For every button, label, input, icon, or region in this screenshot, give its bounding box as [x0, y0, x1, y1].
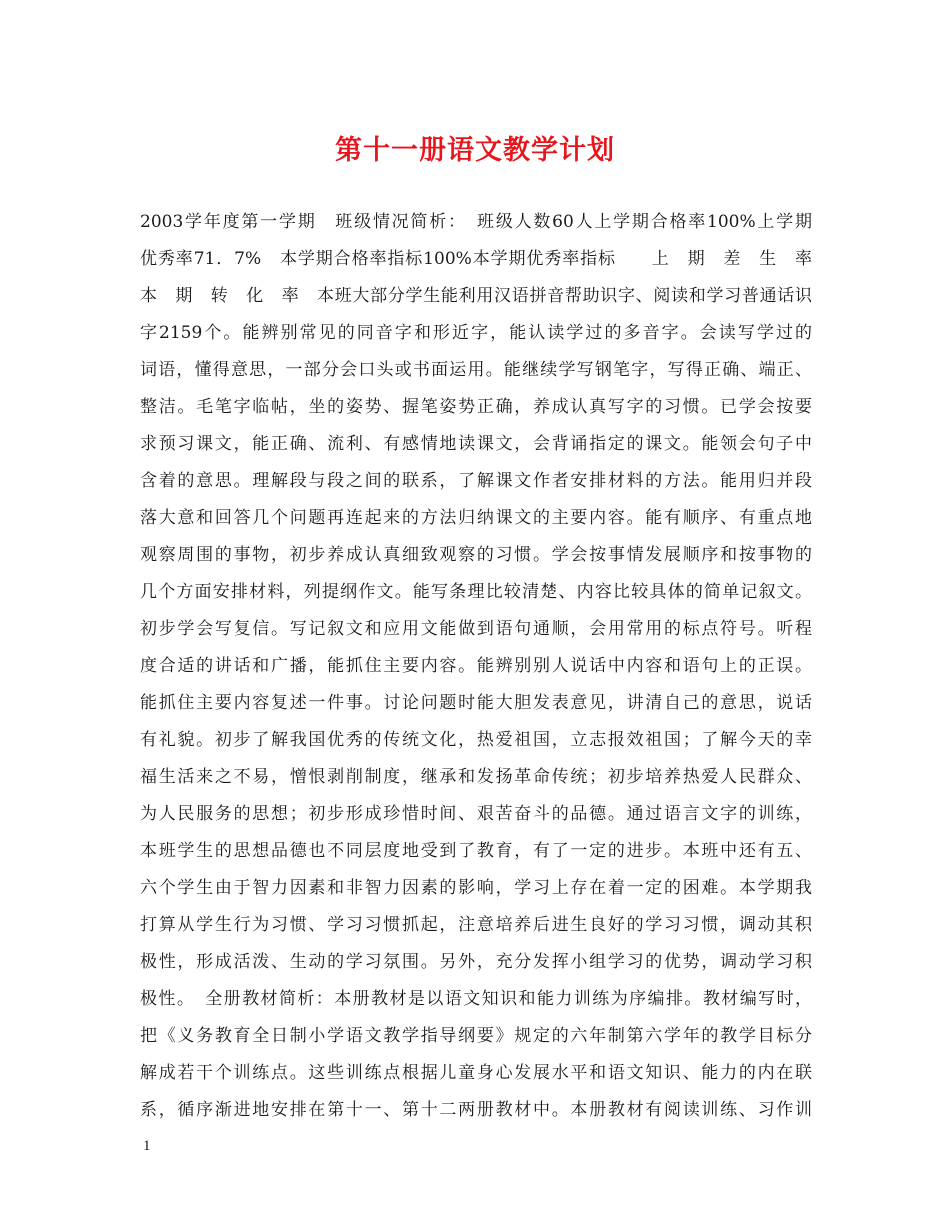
text-line: 把《义务教育全日制小学语文教学指导纲要》规定的六年制第六学年的教学目标分	[140, 1026, 812, 1046]
text-line: 能抓住主要内容复述一件事。讨论问题时能大胆发表意见，讲清自己的意思，说话	[140, 693, 812, 713]
text-line: 有礼貌。初步了解我国优秀的传统文化，热爱祖国，立志报效祖国；了解今天的幸	[140, 730, 812, 750]
text-line: 解成若干个训练点。这些训练点根据儿童身心发展水平和语文知识、能力的内在联	[140, 1063, 812, 1083]
text-line: 极性，形成活泼、生动的学习氛围。另外，充分发挥小组学习的优势，调动学习积	[140, 952, 812, 972]
document-title: 第十一册语文教学计划	[335, 135, 615, 166]
text-line: 求预习课文，能正确、流利、有感情地读课文，会背诵指定的课文。能领会句子中	[140, 434, 812, 454]
text-line: 打算从学生行为习惯、学习习惯抓起，注意培养后进生良好的学习习惯，调动其积	[140, 915, 812, 935]
text-line: 字2159个。能辨别常见的同音字和形近字，能认读学过的多音字。会读写学过的	[140, 323, 812, 343]
text-line: 为人民服务的思想；初步形成珍惜时间、艰苦奋斗的品德。通过语言文字的训练，	[140, 804, 812, 824]
text-line: 六个学生由于智力因素和非智力因素的影响，学习上存在着一定的困难。本学期我	[140, 878, 812, 898]
text-line: 词语，懂得意思，一部分会口头或书面运用。能继续学写钢笔字，写得正确、端正、	[140, 360, 812, 380]
text-line: 观察周围的事物，初步养成认真细致观察的习惯。学会按事情发展顺序和按事物的	[140, 545, 812, 565]
text-line: 本 期 转 化 率 本班大部分学生能利用汉语拼音帮助识字、阅读和学习普通话识	[140, 286, 812, 306]
document-body	[140, 204, 812, 1129]
text-line: 2003学年度第一学期 班级情况简析： 班级人数60人上学期合格率100%上学期	[140, 212, 812, 232]
text-line: 系，循序渐进地安排在第十一、第十二两册教材中。本册教材有阅读训练、习作训	[140, 1100, 812, 1120]
text-line: 几个方面安排材料，列提纲作文。能写条理比较清楚、内容比较具体的简单记叙文。	[140, 582, 812, 602]
text-line: 本班学生的思想品德也不同层度地受到了教育，有了一定的进步。本班中还有五、	[140, 841, 812, 861]
text-line: 优秀率71．7% 本学期合格率指标100%本学期优秀率指标 上 期 差 生 率	[140, 249, 812, 269]
text-line: 落大意和回答几个问题再连起来的方法归纳课文的主要内容。能有顺序、有重点地	[140, 508, 812, 528]
page-number: 1	[143, 1138, 151, 1154]
text-line: 福生活来之不易，憎恨剥削制度，继承和发扬革命传统；初步培养热爱人民群众、	[140, 767, 812, 787]
text-line: 初步学会写复信。写记叙文和应用文能做到语句通顺，会用常用的标点符号。听程	[140, 619, 812, 639]
text-line: 极性。 全册教材简析：本册教材是以语文知识和能力训练为序编排。教材编写时，	[140, 989, 812, 1009]
text-line: 度合适的讲话和广播，能抓住主要内容。能辨别别人说话中内容和语句上的正误。	[140, 656, 812, 676]
text-line: 含着的意思。理解段与段之间的联系，了解课文作者安排材料的方法。能用归并段	[140, 471, 812, 491]
text-line: 整洁。毛笔字临帖，坐的姿势、握笔姿势正确，养成认真写字的习惯。已学会按要	[140, 397, 812, 417]
